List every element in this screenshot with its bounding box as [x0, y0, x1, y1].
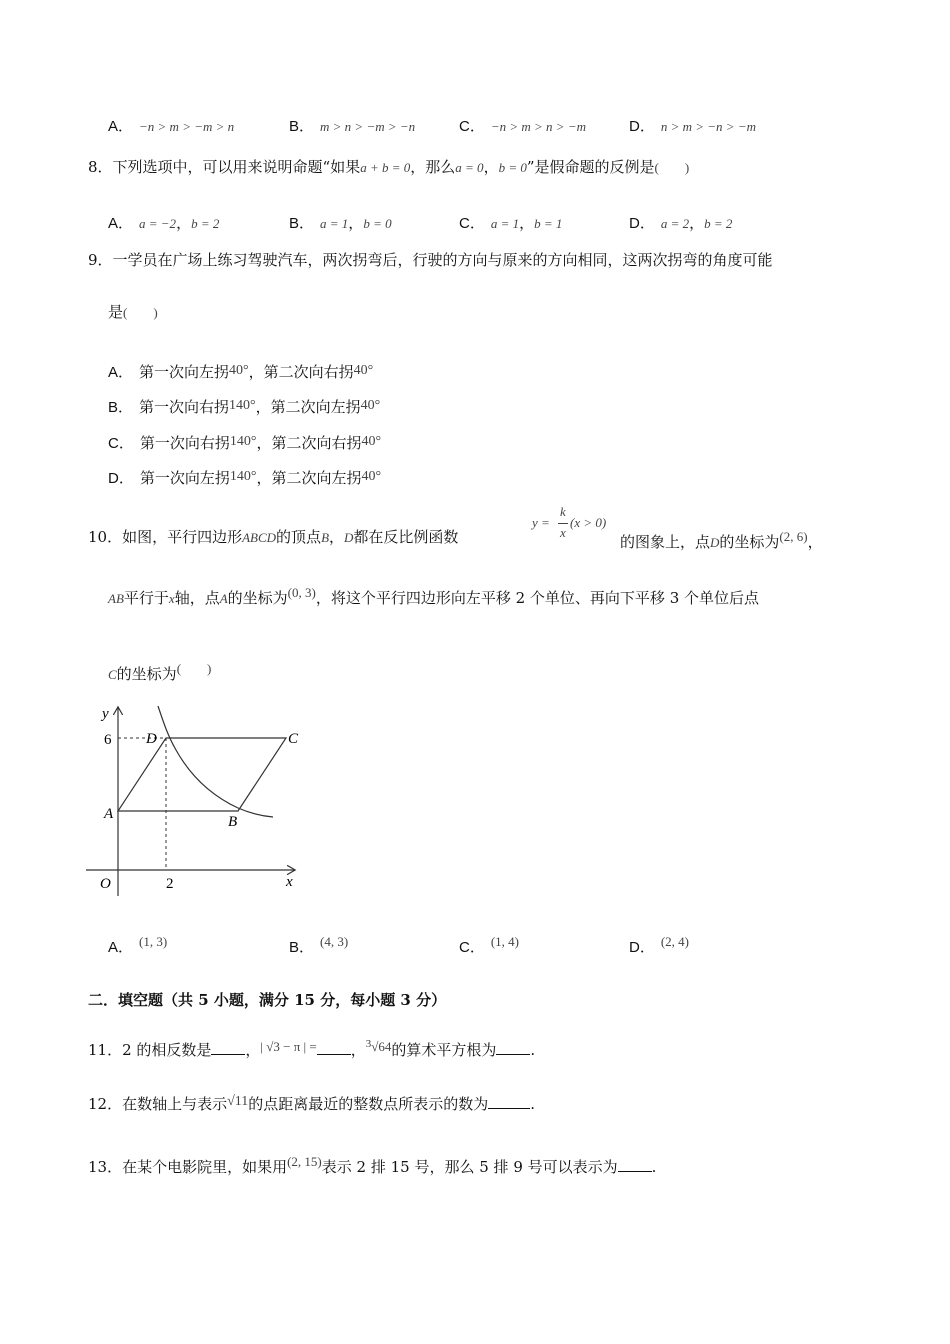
option-angle2: 40°: [353, 363, 374, 378]
option-label: D．: [629, 939, 655, 956]
q10-comma: ，: [329, 528, 345, 546]
q10-point-b: B: [321, 530, 330, 545]
q8-option-b: B． a = 1，b = 0: [289, 214, 392, 232]
option-text: (1, 4): [490, 934, 520, 949]
q10-point-c: C: [108, 667, 117, 682]
q13-text: 13．在某个电影院里，如果用: [88, 1158, 288, 1176]
option-angle1: 140°: [229, 469, 257, 484]
q10-text: 轴，点: [174, 589, 220, 607]
answer-paren: ( ): [123, 305, 158, 320]
q9-option-a: [108, 361, 373, 383]
q11-text: 的算术平方根为: [391, 1041, 497, 1059]
answer-paren: ( ): [176, 661, 212, 676]
option-a-value: a = 1: [490, 216, 520, 231]
q11: [88, 1034, 535, 1060]
option-label: A．: [108, 118, 134, 135]
option-text: (4, 3): [320, 934, 349, 949]
answer-paren: ( ): [654, 160, 690, 175]
option-a-value: a = 2: [660, 216, 690, 231]
q8-option-d: D． a = 2，b = 2: [629, 214, 733, 232]
q13: [88, 1152, 656, 1177]
option-part1: 第一次向左拐: [139, 363, 230, 381]
origin-label: O: [100, 876, 111, 892]
option-angle1: 140°: [229, 434, 257, 449]
q12-sqrt: √11: [227, 1094, 249, 1109]
answer-blank: [488, 1094, 530, 1109]
q12: [88, 1092, 535, 1114]
option-part1: 第一次向右拐: [139, 434, 230, 452]
point-label-c: C: [288, 731, 299, 747]
q12-end: .: [530, 1095, 536, 1113]
func-numerator: k: [560, 504, 566, 519]
q8-stem: [88, 157, 689, 178]
option-text: −n > m > n > −m: [490, 119, 586, 134]
q12-text: 12．在数轴上与表示: [88, 1095, 228, 1113]
q7-option-b: [289, 116, 415, 137]
q11-root: √64: [371, 1039, 392, 1054]
option-angle2: 40°: [361, 469, 382, 484]
option-label: B．: [289, 215, 315, 232]
answer-blank: [211, 1040, 245, 1055]
q10-point-d: D: [344, 530, 354, 545]
q10-option-b: [289, 932, 348, 958]
q13-text: 表示 2 排 15 号，那么 5 排 9 号可以表示为: [321, 1158, 618, 1176]
y-axis-label: y: [102, 706, 109, 722]
q10-text: 平行于: [123, 589, 169, 607]
q10-text: 的坐标为: [719, 533, 780, 551]
point-label-b: B: [228, 814, 238, 830]
option-part2: ，第二次向左拐: [256, 469, 362, 487]
q10-text: 10．如图，平行四边形: [88, 528, 243, 546]
q9-stem-line2: [108, 302, 158, 323]
q10-text: ，将这个平行四边形向左平移 2 个单位、再向下平移 3 个单位后点: [315, 589, 760, 607]
option-text: (1, 3): [139, 934, 168, 949]
q8-expr2: a = 0: [455, 160, 484, 175]
q10-stem-line1-end: [620, 527, 823, 553]
q10-d-coord: (2, 6): [779, 529, 808, 544]
option-label: C．: [459, 939, 485, 956]
option-part2: ，第二次向右拐: [256, 434, 362, 452]
hyperbola-curve: [158, 706, 273, 817]
point-label-d: D: [146, 731, 157, 747]
q11-root-index: 3: [365, 1038, 372, 1050]
q9-stem-line1: 9．一学员在广场上练习驾驶汽车，两次拐弯后，行驶的方向与原来的方向相同，这两次拐弯的角度可能: [88, 251, 773, 269]
q10-option-a: [108, 932, 167, 958]
q10-text: 的顶点: [276, 528, 322, 546]
option-part1: 第一次向右拐: [139, 398, 230, 416]
q11-text: ，: [350, 1041, 366, 1059]
q10-x: x: [168, 591, 175, 606]
option-angle2: 40°: [360, 398, 381, 413]
option-label: D．: [629, 215, 655, 232]
q10-figure: [80, 700, 310, 900]
q10-option-c: [459, 932, 519, 958]
answer-blank: [496, 1040, 530, 1055]
q10-text: 的坐标为: [116, 665, 177, 683]
q8-stem-c: ”是假命题的反例是: [526, 158, 655, 176]
option-label: B．: [289, 939, 315, 956]
option-label: A．: [108, 364, 134, 381]
q11-end: .: [530, 1041, 536, 1059]
func-y: y =: [532, 515, 550, 530]
q8-comma: ，: [483, 158, 499, 176]
q10-point-d: D: [710, 535, 720, 550]
q10-a-coord: (0, 3): [287, 585, 316, 600]
q10-ab: AB: [108, 591, 124, 606]
option-text: n > m > −n > −m: [660, 119, 756, 134]
option-part1: 第一次向左拐: [139, 469, 230, 487]
option-b-value: b = 2: [704, 216, 733, 231]
q9-option-b: [108, 396, 380, 418]
q10-stem-line2: [108, 583, 759, 609]
tick-label-2: 2: [166, 876, 174, 892]
option-label: C．: [108, 435, 134, 452]
option-label: B．: [108, 399, 134, 416]
option-b-value: b = 1: [534, 216, 563, 231]
func-denominator: x: [560, 525, 566, 540]
q10-text: 都在反比例函数: [353, 528, 459, 546]
option-label: B．: [289, 118, 315, 135]
option-text: m > n > −m > −n: [320, 119, 416, 134]
func-condition: (x > 0): [570, 515, 607, 530]
option-label: A．: [108, 215, 134, 232]
q8-option-a: A． a = −2，b = 2: [108, 214, 220, 232]
q11-abs-expr: | √3 − π | =: [260, 1039, 317, 1054]
option-b-value: b = 0: [363, 216, 392, 231]
q10-abcd: ABCD: [242, 530, 277, 545]
option-label: D．: [108, 470, 134, 487]
q8-expr3: b = 0: [498, 160, 527, 175]
option-label: C．: [459, 215, 485, 232]
q10-stem-line3: [108, 659, 211, 685]
q10-text: 的图象上，点: [620, 533, 711, 551]
q9-option-d: [108, 467, 381, 489]
option-a-value: a = 1: [320, 216, 349, 231]
section-title: 二．填空题（共 5 小题，满分 15 分，每小题 3 分）: [88, 991, 447, 1009]
option-label: D．: [629, 118, 655, 135]
q7-option-a: [108, 116, 234, 137]
q8-stem-b: ，那么: [410, 158, 456, 176]
fraction-bar: [558, 523, 568, 524]
q8-stem-a: 8．下列选项中，可以用来说明命题“如果: [88, 158, 361, 176]
option-angle1: 40°: [229, 363, 249, 378]
q10-point-a: A: [219, 591, 228, 606]
parallelogram-abcd: [118, 738, 286, 811]
x-axis-label: x: [286, 874, 293, 890]
q8-expr1: a + b = 0: [360, 160, 411, 175]
tick-label-6: 6: [104, 732, 112, 748]
q12-text: 的点距离最近的整数点所表示的数为: [248, 1095, 489, 1113]
q13-end: .: [651, 1158, 657, 1176]
option-b-value: b = 2: [191, 216, 220, 231]
option-a-value: a = −2: [139, 216, 177, 231]
answer-blank: [317, 1040, 351, 1055]
option-angle2: 40°: [361, 434, 382, 449]
q7-option-c: [459, 116, 586, 137]
q10-stem-line1: [88, 527, 458, 548]
answer-blank: [618, 1157, 652, 1172]
option-label: C．: [459, 118, 485, 135]
option-part2: ，第二次向左拐: [255, 398, 361, 416]
option-text: −n > m > −m > n: [139, 119, 235, 134]
point-label-a: A: [104, 806, 114, 822]
q10-text: 的坐标为: [227, 589, 288, 607]
q13-pair: (2, 15): [287, 1154, 322, 1169]
q9-stem2: 是: [108, 303, 124, 321]
option-text: (2, 4): [660, 934, 690, 949]
q11-text: ，: [245, 1041, 261, 1059]
q10-text: ，: [807, 533, 823, 551]
q8-option-c: C． a = 1，b = 1: [459, 214, 563, 232]
option-angle1: 140°: [229, 398, 256, 413]
option-label: A．: [108, 939, 134, 956]
q10-option-d: [629, 932, 689, 958]
q10-function: [532, 504, 622, 548]
q7-option-d: [629, 116, 756, 137]
q11-text: 11．2 的相反数是: [88, 1041, 212, 1059]
q9-option-c: [108, 432, 381, 454]
option-part2: ，第二次向右拐: [248, 363, 354, 381]
